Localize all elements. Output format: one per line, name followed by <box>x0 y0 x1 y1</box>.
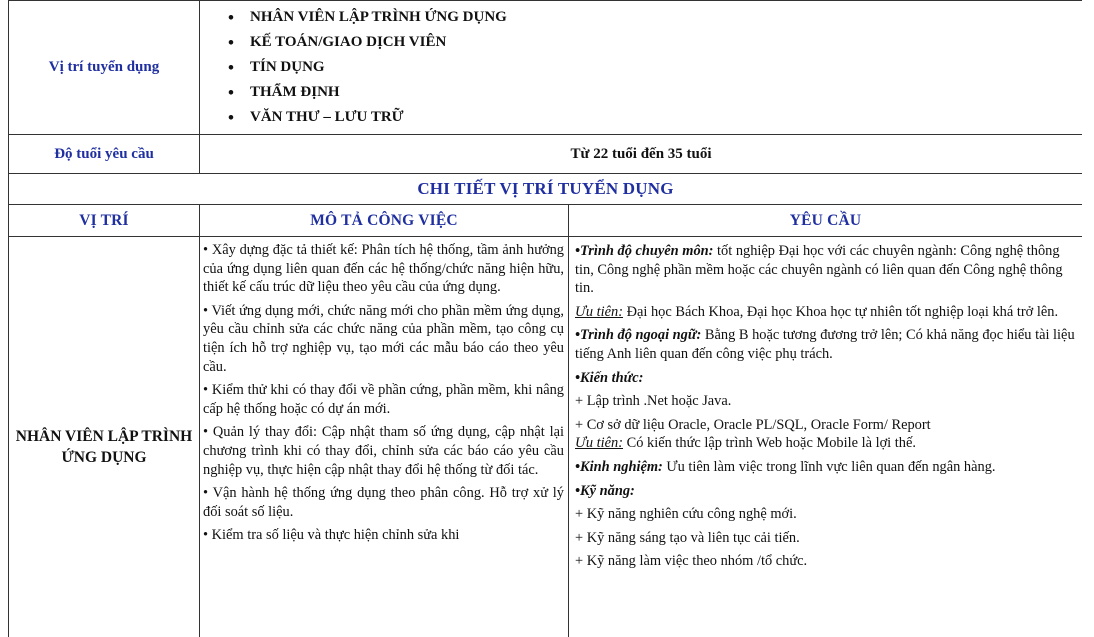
req-language-label: •Trình độ ngoại ngữ: <box>575 327 702 344</box>
req-language-text: Bằng B hoặc tương đương trở lên; Có khả năng đọc hiểu tài liệu tiếng Anh liên quan đến công việc phụ trách. <box>575 327 1075 362</box>
document-frame <box>8 0 1082 637</box>
req-education-pref <box>575 303 1076 322</box>
position-item: • VĂN THƯ – LƯU TRỮ <box>224 105 1082 130</box>
header-row <box>9 205 1083 237</box>
req-skill-item: + Kỹ năng làm việc theo nhóm /tổ chức. <box>575 553 808 570</box>
req-education-text: tốt nghiệp Đại học với các chuyên ngành: Công nghệ thông tin, Công nghệ phần mềm hoặc các chuyên ngành có liên quan đến Công nghệ thông tin. <box>575 243 1063 297</box>
description-paragraph: • Vận hành hệ thống ứng dụng theo phân công. Hỗ trợ xử lý đối soát số liệu. <box>203 485 564 520</box>
age-row <box>9 135 1083 174</box>
req-education-label: •Trình độ chuyên môn: <box>575 243 714 259</box>
recruit-label: Vị trí tuyển dụng <box>9 1 200 135</box>
position-item: • KẾ TOÁN/GIAO DỊCH VIÊN <box>224 30 1082 55</box>
position-list <box>200 1 1082 134</box>
req-knowledge-label: •Kiến thức: <box>575 369 644 386</box>
job-requirements <box>569 237 1083 637</box>
description-paragraph: • Kiểm tra số liệu và thực hiện chỉnh sửa khi <box>203 527 460 544</box>
detail-title: CHI TIẾT VỊ TRÍ TUYỂN DỤNG <box>9 174 1083 205</box>
position-item: • TÍN DỤNG <box>224 55 1082 80</box>
req-language <box>575 326 1076 363</box>
header-requirements: YÊU CẦU <box>569 205 1083 237</box>
req-knowledge-pref <box>575 434 1076 453</box>
req-knowledge-item: + Lập trình .Net hoặc Java. <box>575 393 732 410</box>
req-education-pref-text: Đại học Bách Khoa, Đại học Khoa học tự nhiên tốt nghiệp loại khá trở lên. <box>623 303 1059 320</box>
req-knowledge-item: + Cơ sở dữ liệu Oracle, Oracle PL/SQL, Oracle Form/ Report <box>575 416 931 433</box>
recruit-positions-cell <box>200 1 1083 135</box>
detail-title-row <box>9 174 1083 205</box>
req-skill-item: + Kỹ năng sáng tạo và liên tục cải tiến. <box>575 529 800 546</box>
pref-label: Ưu tiên: <box>575 435 624 452</box>
req-experience-label: •Kinh nghiệm: <box>575 458 663 475</box>
position-name: NHÂN VIÊN LẬP TRÌNH ỨNG DỤNG <box>9 237 200 637</box>
description-paragraph: • Kiểm thử khi có thay đổi về phần cứng, phần mềm, khi nâng cấp hệ thống hoặc có dự án mới. <box>203 382 564 417</box>
age-label: Độ tuổi yêu cầu <box>9 135 200 174</box>
position-item: • NHÂN VIÊN LẬP TRÌNH ỨNG DỤNG <box>224 5 1082 30</box>
recruit-row <box>9 1 1083 135</box>
recruitment-table <box>8 0 1082 637</box>
req-experience <box>575 458 1076 477</box>
header-position: VỊ TRÍ <box>9 205 200 237</box>
description-paragraph: • Xây dựng đặc tả thiết kế: Phân tích hệ thống, tầm ảnh hưởng của ứng dụng liên quan đến các hệ thống/chức năng hiện hữu, thiết kế cấu trúc dữ liệu theo yêu cầu của ứng dụng. <box>203 242 564 296</box>
position-item: • THẨM ĐỊNH <box>224 80 1082 105</box>
req-experience-text: Ưu tiên làm việc trong lĩnh vực liên quan đến ngân hàng. <box>662 458 996 475</box>
description-paragraph: • Viết ứng dụng mới, chức năng mới cho phần mềm ứng dụng, yêu cầu chỉnh sửa các chức năng của phần mềm, tạo công cụ tiện ích hỗ trợ nghiệp vụ, tạo mới các mẫu báo cáo theo yêu cầu. <box>203 302 564 375</box>
age-value: Từ 22 tuổi đến 35 tuổi <box>200 135 1083 174</box>
req-skills-label: •Kỹ năng: <box>575 482 635 499</box>
detail-row <box>9 237 1083 637</box>
header-description: MÔ TẢ CÔNG VIỆC <box>200 205 569 237</box>
req-skill-item: + Kỹ năng nghiên cứu công nghệ mới. <box>575 506 797 523</box>
description-paragraph: • Quản lý thay đổi: Cập nhật tham số ứng dụng, cập nhật lại chương trình khi có thay đổi, chỉnh sửa các báo cáo yêu cầu nghiệp vụ, thực hiện cập nhật thay đổi hệ thống từ đối tác. <box>203 424 564 478</box>
req-education <box>575 242 1076 298</box>
pref-label: Ưu tiên: <box>575 303 624 320</box>
req-knowledge-pref-text: Có kiến thức lập trình Web hoặc Mobile là lợi thế. <box>623 435 916 452</box>
job-description <box>200 237 569 637</box>
